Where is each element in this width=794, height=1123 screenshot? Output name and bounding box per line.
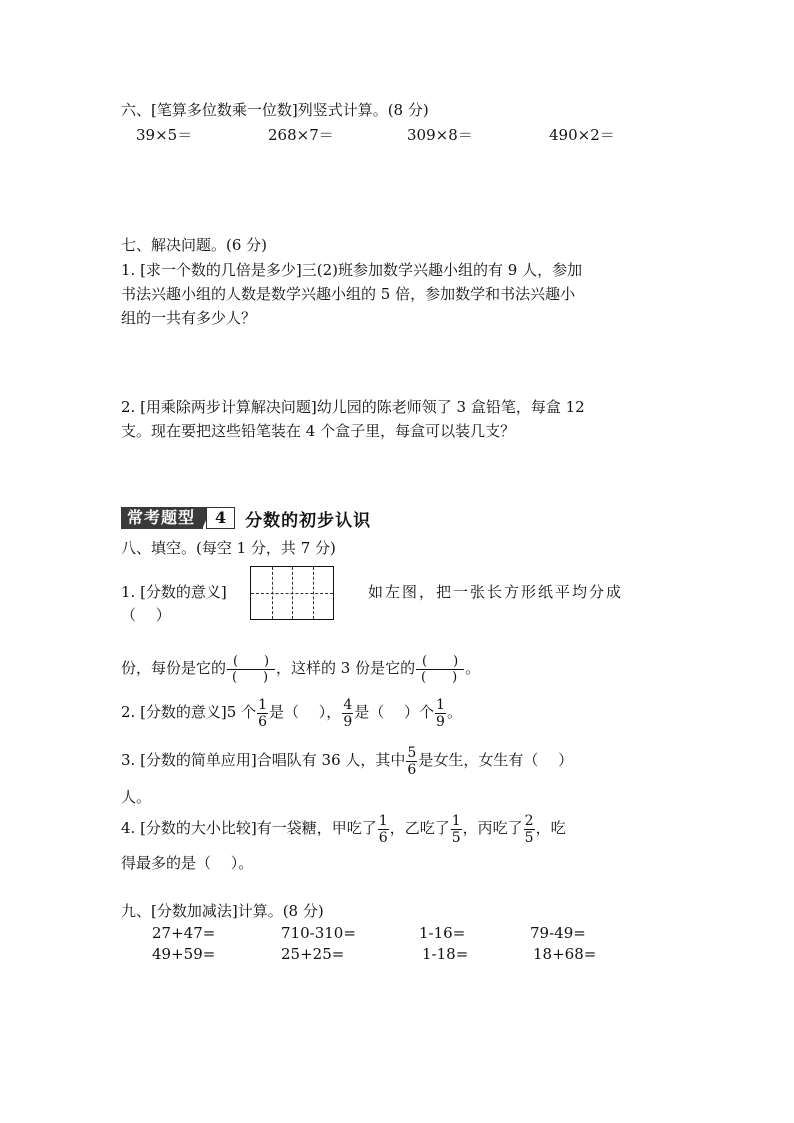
calc-item: 18+68=: [533, 945, 597, 963]
fraction: $\frac{5}{6}$: [407, 744, 417, 778]
text: 是女生，女生有（ ）: [418, 751, 574, 769]
q1-label: 1. [分数的意义]: [121, 583, 227, 601]
topic-banner: [121, 507, 371, 529]
text: 2. [分数的意义]5 个: [121, 703, 257, 721]
text: 是（ ）个: [354, 703, 435, 721]
calc-item: 1-18=: [422, 945, 469, 963]
question-line: 1. [求一个数的几倍是多少]三(2)班参加数学兴趣小组的有 9 人，参加: [121, 261, 583, 279]
text: 份，每份是它的: [121, 659, 227, 677]
blank-denominator: ( ): [231, 669, 269, 685]
banner-title: 分数的初步认识: [245, 510, 372, 531]
section-7-title: 七、解决问题。(6 分): [121, 236, 268, 254]
section-6-title: 六、[笔算多位数乘一位数]列竖式计算。(8 分): [121, 101, 429, 119]
question-line: 支。现在要把这些铅笔装在 4 个盒子里，每盒可以装几支？: [121, 422, 516, 440]
text: 。: [465, 659, 481, 677]
calc-item: 268×7＝: [268, 126, 334, 144]
fraction: $\frac{1}{9}$: [436, 696, 445, 730]
calc-item: 490×2＝: [549, 126, 615, 144]
q4-line2: 得最多的是（ ）。: [121, 854, 254, 872]
question-line: 2. [用乘除两步计算解决问题]幼儿园的陈老师领了 3 盒铅笔，每盒 12: [121, 398, 585, 416]
q3-line: [121, 740, 573, 780]
fraction: $\frac{1}{5}$: [451, 812, 461, 846]
banner-tag: 常考题型: [121, 507, 203, 529]
fold-line: [251, 593, 333, 594]
text: 3. [分数的简单应用]合唱队有 36 人，其中: [121, 751, 406, 769]
calc-item: 79-49=: [530, 924, 586, 942]
calc-item: 710-310=: [281, 924, 356, 942]
calc-item: 309×8＝: [407, 126, 473, 144]
banner-number: 4: [206, 507, 235, 529]
fraction: $\frac{1}{6}$: [378, 812, 388, 846]
question-line: 组的一共有多少人？: [121, 309, 257, 327]
q4-line: [121, 808, 566, 848]
blank-fraction[interactable]: [227, 655, 275, 684]
calc-item: 1-16=: [419, 924, 466, 942]
fraction: $\frac{2}{5}$: [524, 812, 534, 846]
text: ，丙吃了: [462, 819, 523, 837]
question-line: 书法兴趣小组的人数是数学兴趣小组的 5 倍，参加数学和书法兴趣小: [121, 285, 576, 303]
section-8-title: 八、填空。(每空 1 分，共 7 分): [121, 539, 336, 557]
text: ，乙吃了: [389, 819, 450, 837]
calc-item: 49+59=: [152, 945, 216, 963]
calc-item: 39×5＝: [136, 126, 193, 144]
q1-line2: [121, 648, 480, 688]
q2-line: [121, 692, 462, 732]
section-9-title: 九、[分数加减法]计算。(8 分): [121, 902, 324, 920]
calc-item: 25+25=: [281, 945, 345, 963]
blank-denominator: ( ): [421, 669, 458, 685]
text: 是（ ），: [269, 703, 342, 721]
answer-blank[interactable]: （ ）: [121, 606, 171, 624]
q3-line2: 人。: [121, 788, 152, 806]
calc-item: 27+47=: [152, 924, 216, 942]
text: 。: [446, 703, 462, 721]
q1-text: 如左图，把一张长方形纸平均分成: [368, 583, 624, 601]
fraction: $\frac{1}{6}$: [258, 696, 268, 730]
text: ，这样的 3 份是它的: [276, 659, 416, 677]
text: ，吃: [535, 819, 566, 837]
text: 4. [分数的大小比较]有一袋糖，甲吃了: [121, 819, 377, 837]
blank-numerator: ( ): [227, 655, 275, 670]
blank-fraction[interactable]: [416, 655, 464, 684]
blank-numerator: ( ): [416, 655, 464, 670]
rectangle-paper-figure: [250, 566, 334, 620]
fraction: $\frac{4}{9}$: [343, 696, 353, 730]
